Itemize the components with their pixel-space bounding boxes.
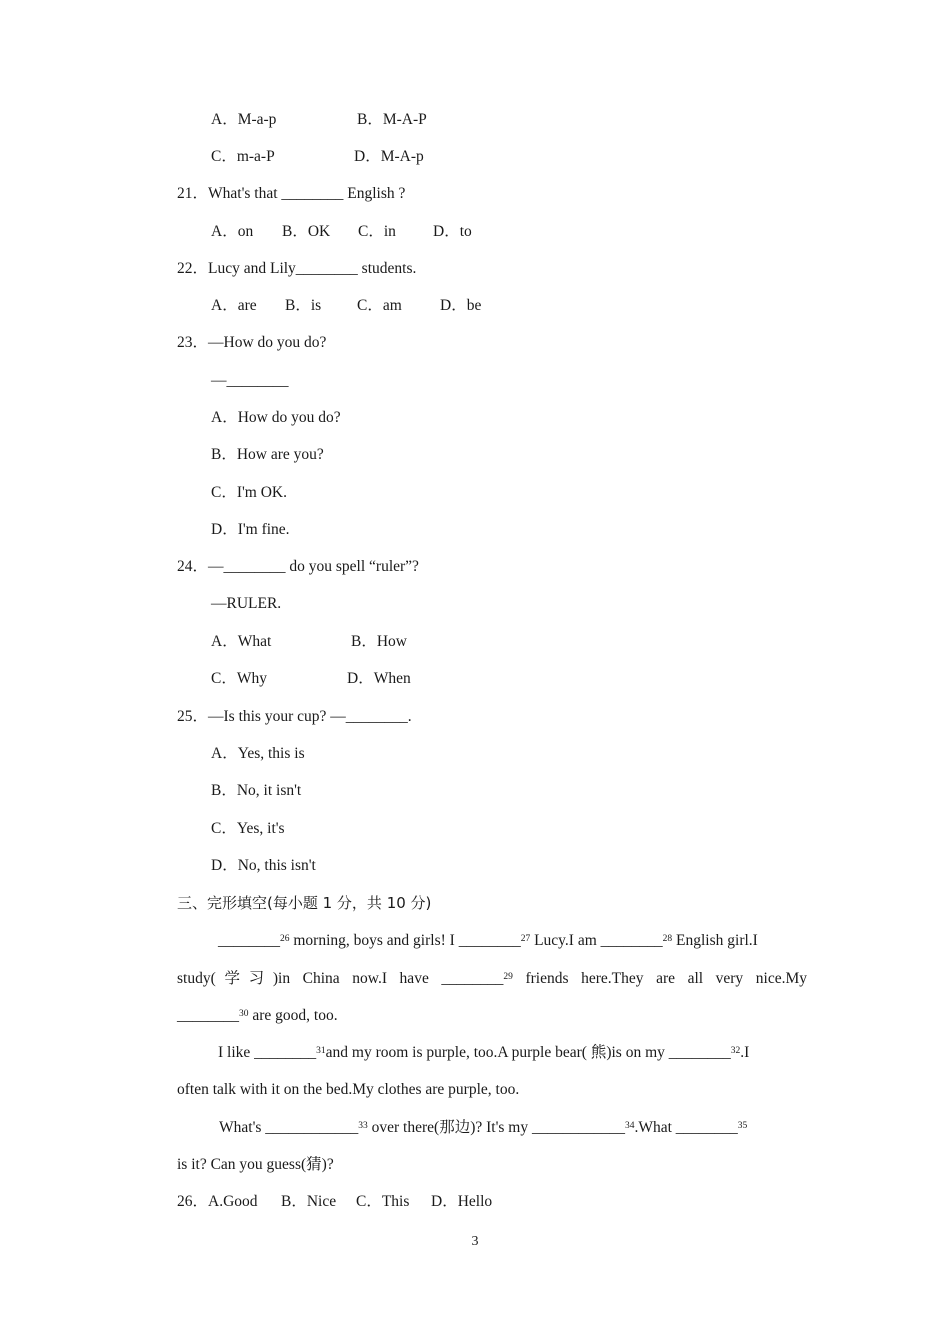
q25-stem: 25．—Is this your cup? —________. — [177, 708, 412, 725]
q23-option-b: B．How are you? — [211, 446, 324, 463]
q24-option-d: D．When — [347, 670, 411, 687]
blank-33: ____________ — [265, 1119, 359, 1136]
q25-option-b: B．No, it isn't — [211, 782, 302, 799]
q23-option-d: D．I'm fine. — [211, 521, 290, 538]
passage-p2-line2 — [177, 1080, 807, 1100]
passage-text: Lucy.I am — [530, 932, 601, 949]
passage-p3-line1 — [177, 1118, 807, 1138]
q25-option-d: D．No, this isn't — [211, 857, 316, 874]
passage-text: over there(那边)? It's my — [367, 1119, 532, 1136]
passage-text: is it? Can you guess(猜)? — [177, 1156, 334, 1173]
q21-option-b: B．OK — [282, 223, 331, 240]
blank-number-30: 30 — [239, 1009, 249, 1019]
q25-option-c: C．Yes, it's — [211, 820, 285, 837]
blank-28: ________ — [600, 932, 663, 949]
passage-p1-line3 — [177, 1006, 807, 1026]
q23-reply: —________ — [211, 372, 289, 389]
passage-text: study(学习)in China now.I have — [177, 970, 442, 987]
blank-27: ________ — [458, 932, 521, 949]
q23-stem: 23．—How do you do? — [177, 334, 327, 351]
q24-option-a: A．What — [211, 633, 272, 650]
passage-text: What's — [219, 1119, 266, 1136]
q20-option-d: D．M-A-p — [354, 148, 424, 165]
blank-number-28: 28 — [662, 934, 673, 944]
blank-number-34: 34 — [624, 1121, 635, 1131]
passage-text: English girl.I — [672, 932, 758, 949]
q24-option-b: B．How — [351, 633, 407, 650]
page-number: 3 — [471, 1234, 479, 1249]
passage-text: friends here.They are all very nice.My — [512, 970, 807, 987]
passage-text: .What — [634, 1119, 676, 1136]
q21-option-a: A．on — [211, 223, 254, 240]
passage-p2-line1 — [177, 1043, 807, 1063]
q21-option-d: D．to — [433, 223, 472, 240]
q24-reply: —RULER. — [211, 595, 282, 612]
blank-26: ________ — [218, 932, 280, 949]
blank-number-31: 31 — [316, 1046, 326, 1056]
passage-text: I like — [218, 1044, 255, 1061]
blank-number-29: 29 — [503, 972, 513, 982]
blank-32: ________ — [668, 1044, 731, 1061]
passage-text: morning, boys and girls! I — [289, 932, 459, 949]
blank-34: ____________ — [531, 1119, 625, 1136]
q22-option-d: D．be — [440, 297, 482, 314]
blank-number-33: 33 — [358, 1121, 368, 1131]
q20-option-b: B．M-A-P — [357, 111, 427, 128]
q26-option-c: C．This — [356, 1193, 410, 1210]
q22-option-b: B．is — [285, 297, 322, 314]
passage-text: are good, too. — [248, 1007, 338, 1024]
q26-stem: 26．A.Good — [177, 1193, 258, 1210]
blank-35: ________ — [675, 1119, 738, 1136]
q24-stem: 24．—________ do you spell “ruler”? — [177, 558, 419, 575]
q24-option-c: C．Why — [211, 670, 267, 687]
blank-number-27: 27 — [520, 934, 531, 944]
q20-option-c: C．m-a-P — [211, 148, 275, 165]
blank-number-26: 26 — [280, 934, 290, 944]
passage-text: and my room is purple, too.A purple bear( 熊)is on my — [325, 1044, 669, 1061]
passage-p3-line2 — [177, 1155, 807, 1175]
q20-option-a: A．M-a-p — [211, 111, 277, 128]
blank-number-35: 35 — [737, 1121, 748, 1131]
blank-29: ________ — [441, 970, 504, 987]
q22-option-c: C．am — [357, 297, 402, 314]
q22-option-a: A．are — [211, 297, 257, 314]
section-heading: 三、完形填空(每小题 1 分，共 10 分) — [177, 894, 432, 912]
blank-30: ________ — [177, 1007, 239, 1024]
q26-option-b: B．Nice — [281, 1193, 337, 1210]
q26-option-d: D．Hello — [431, 1193, 493, 1210]
passage-p1-line1 — [177, 931, 807, 951]
blank-number-32: 32 — [730, 1046, 741, 1056]
q21-stem: 21．What's that ________ English ? — [177, 185, 406, 202]
q25-option-a: A．Yes, this is — [211, 745, 305, 762]
passage-text: often talk with it on the bed.My clothes are purple, too. — [177, 1081, 520, 1098]
blank-31: ________ — [254, 1044, 317, 1061]
q21-option-c: C．in — [358, 223, 396, 240]
q23-option-a: A．How do you do? — [211, 409, 341, 426]
q23-option-c: C．I'm OK. — [211, 484, 287, 501]
q22-stem: 22．Lucy and Lily________ students. — [177, 260, 417, 277]
passage-text: .I — [740, 1044, 750, 1061]
passage-p1-line2 — [177, 969, 807, 989]
